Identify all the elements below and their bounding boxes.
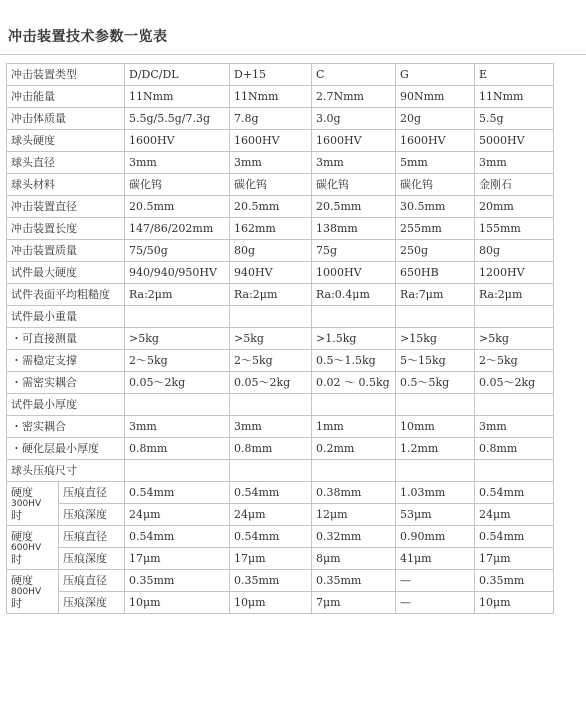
row-label: 冲击能量: [7, 86, 125, 108]
value-cell: 24μm: [475, 504, 554, 526]
value-cell: 1200HV: [475, 262, 554, 284]
value-cell: 3mm: [475, 416, 554, 438]
empty-cell: [475, 306, 554, 328]
value-cell: 0.35mm: [230, 570, 312, 592]
sub-label: 压痕直径: [59, 570, 125, 592]
hardness-label: [7, 482, 59, 526]
sub-label: 压痕直径: [59, 482, 125, 504]
value-cell: 1600HV: [396, 130, 475, 152]
value-cell: 碳化钨: [125, 174, 230, 196]
value-cell: 155mm: [475, 218, 554, 240]
empty-cell: [396, 394, 475, 416]
empty-cell: [312, 394, 396, 416]
section-header-row: [7, 394, 554, 416]
table-row: [7, 86, 554, 108]
value-cell: 0.05～2kg: [230, 372, 312, 394]
value-cell: >5kg: [125, 328, 230, 350]
value-cell: 0.54mm: [125, 482, 230, 504]
table-row: [7, 218, 554, 240]
value-cell: Ra:2μm: [475, 284, 554, 306]
table-row: [7, 240, 554, 262]
table-row: [7, 504, 554, 526]
empty-cell: [475, 394, 554, 416]
empty-cell: [312, 306, 396, 328]
table-row: [7, 130, 554, 152]
sub-label: 压痕深度: [59, 504, 125, 526]
table-row: [7, 592, 554, 614]
table-row: [7, 526, 554, 548]
value-cell: 金刚石: [475, 174, 554, 196]
value-cell: 17μm: [125, 548, 230, 570]
table-row: [7, 570, 554, 592]
table-row: [7, 262, 554, 284]
table-row: [7, 350, 554, 372]
value-cell: 75/50g: [125, 240, 230, 262]
value-cell: >1.5kg: [312, 328, 396, 350]
row-label: 球头硬度: [7, 130, 125, 152]
value-cell: 53μm: [396, 504, 475, 526]
empty-cell: [396, 306, 475, 328]
value-cell: 0.2mm: [312, 438, 396, 460]
value-cell: 3mm: [230, 152, 312, 174]
value-cell: —: [396, 570, 475, 592]
hardness-label: [7, 570, 59, 614]
column-header: D+15: [230, 64, 312, 86]
value-cell: Ra:2μm: [230, 284, 312, 306]
value-cell: 0.5～1.5kg: [312, 350, 396, 372]
hardness-suffix: 时: [11, 596, 22, 610]
table-row: [7, 416, 554, 438]
value-cell: 80g: [230, 240, 312, 262]
value-cell: 1.2mm: [396, 438, 475, 460]
value-cell: 2～5kg: [230, 350, 312, 372]
table-row: [7, 328, 554, 350]
column-header: E: [475, 64, 554, 86]
value-cell: 162mm: [230, 218, 312, 240]
value-cell: 5～15kg: [396, 350, 475, 372]
value-cell: 250g: [396, 240, 475, 262]
value-cell: 24μm: [125, 504, 230, 526]
value-cell: 10μm: [230, 592, 312, 614]
value-cell: 11Nmm: [230, 86, 312, 108]
hardness-value: 600HV: [11, 542, 42, 553]
value-cell: —: [396, 592, 475, 614]
section-header-row: [7, 306, 554, 328]
value-cell: 0.02 ～ 0.5kg: [312, 372, 396, 394]
sub-label: 压痕深度: [59, 548, 125, 570]
value-cell: 1600HV: [312, 130, 396, 152]
value-cell: 11Nmm: [125, 86, 230, 108]
table-row: [7, 482, 554, 504]
value-cell: 20g: [396, 108, 475, 130]
value-cell: 5000HV: [475, 130, 554, 152]
empty-cell: [396, 460, 475, 482]
value-cell: 20.5mm: [312, 196, 396, 218]
table-row: [7, 196, 554, 218]
value-cell: 0.35mm: [475, 570, 554, 592]
hardness-value: 800HV: [11, 586, 42, 597]
row-label: 试件最大硬度: [7, 262, 125, 284]
value-cell: Ra:0.4μm: [312, 284, 396, 306]
value-cell: 0.8mm: [475, 438, 554, 460]
value-cell: 2～5kg: [125, 350, 230, 372]
value-cell: 1.03mm: [396, 482, 475, 504]
value-cell: 0.54mm: [475, 526, 554, 548]
value-cell: 1000HV: [312, 262, 396, 284]
value-cell: 940/940/950HV: [125, 262, 230, 284]
value-cell: 20mm: [475, 196, 554, 218]
hardness-prefix: 硬度: [11, 529, 33, 543]
value-cell: 0.05～2kg: [475, 372, 554, 394]
title-divider: [0, 54, 586, 55]
value-cell: 0.90mm: [396, 526, 475, 548]
empty-cell: [230, 394, 312, 416]
row-label: 球头材料: [7, 174, 125, 196]
spec-table: [6, 63, 554, 614]
value-cell: 0.35mm: [125, 570, 230, 592]
value-cell: 8μm: [312, 548, 396, 570]
value-cell: 30.5mm: [396, 196, 475, 218]
header-label: 冲击装置类型: [7, 64, 125, 86]
row-label: ・硬化层最小厚度: [7, 438, 125, 460]
table-row: [7, 438, 554, 460]
value-cell: 41μm: [396, 548, 475, 570]
hardness-prefix: 硬度: [11, 485, 33, 499]
value-cell: 20.5mm: [230, 196, 312, 218]
value-cell: 1600HV: [125, 130, 230, 152]
value-cell: 255mm: [396, 218, 475, 240]
value-cell: Ra:7μm: [396, 284, 475, 306]
value-cell: 3mm: [312, 152, 396, 174]
row-label: 冲击装置直径: [7, 196, 125, 218]
table-row: [7, 108, 554, 130]
value-cell: 0.35mm: [312, 570, 396, 592]
value-cell: 7.8g: [230, 108, 312, 130]
section-label: 试件最小厚度: [7, 394, 125, 416]
value-cell: 80g: [475, 240, 554, 262]
empty-cell: [475, 460, 554, 482]
hardness-label: [7, 526, 59, 570]
row-label: ・可直接测量: [7, 328, 125, 350]
value-cell: 0.54mm: [475, 482, 554, 504]
value-cell: 1mm: [312, 416, 396, 438]
empty-cell: [125, 394, 230, 416]
value-cell: 17μm: [230, 548, 312, 570]
table-row: [7, 174, 554, 196]
value-cell: 3.0g: [312, 108, 396, 130]
sub-label: 压痕深度: [59, 592, 125, 614]
value-cell: 1600HV: [230, 130, 312, 152]
empty-cell: [125, 460, 230, 482]
hardness-suffix: 时: [11, 552, 22, 566]
section-label: 球头压痕尺寸: [7, 460, 125, 482]
value-cell: 3mm: [125, 152, 230, 174]
header-row: [7, 64, 554, 86]
hardness-prefix: 硬度: [11, 573, 33, 587]
value-cell: 5.5g/5.5g/7.3g: [125, 108, 230, 130]
value-cell: 0.54mm: [125, 526, 230, 548]
table-row: [7, 372, 554, 394]
empty-cell: [312, 460, 396, 482]
value-cell: 0.38mm: [312, 482, 396, 504]
value-cell: >15kg: [396, 328, 475, 350]
row-label: ・需密实耦合: [7, 372, 125, 394]
value-cell: 5.5g: [475, 108, 554, 130]
empty-cell: [230, 306, 312, 328]
value-cell: 碳化钨: [312, 174, 396, 196]
value-cell: 0.8mm: [125, 438, 230, 460]
value-cell: 0.54mm: [230, 482, 312, 504]
value-cell: 0.32mm: [312, 526, 396, 548]
row-label: 冲击装置质量: [7, 240, 125, 262]
value-cell: 0.54mm: [230, 526, 312, 548]
empty-cell: [125, 306, 230, 328]
value-cell: 0.8mm: [230, 438, 312, 460]
value-cell: 650HB: [396, 262, 475, 284]
table-row: [7, 152, 554, 174]
value-cell: 10μm: [125, 592, 230, 614]
value-cell: 10μm: [475, 592, 554, 614]
value-cell: 138mm: [312, 218, 396, 240]
column-header: G: [396, 64, 475, 86]
value-cell: 3mm: [230, 416, 312, 438]
value-cell: 17μm: [475, 548, 554, 570]
page-title: 冲击装置技术参数一览表: [8, 29, 168, 45]
value-cell: 3mm: [475, 152, 554, 174]
row-label: 冲击装置长度: [7, 218, 125, 240]
value-cell: 碳化钨: [230, 174, 312, 196]
row-label: 球头直径: [7, 152, 125, 174]
table-row: [7, 548, 554, 570]
value-cell: Ra:2μm: [125, 284, 230, 306]
row-label: 试件表面平均粗糙度: [7, 284, 125, 306]
value-cell: 5mm: [396, 152, 475, 174]
empty-cell: [230, 460, 312, 482]
column-header: C: [312, 64, 396, 86]
value-cell: 10mm: [396, 416, 475, 438]
section-label: 试件最小重量: [7, 306, 125, 328]
value-cell: 12μm: [312, 504, 396, 526]
value-cell: 11Nmm: [475, 86, 554, 108]
value-cell: 90Nmm: [396, 86, 475, 108]
value-cell: >5kg: [230, 328, 312, 350]
row-label: 冲击体质量: [7, 108, 125, 130]
value-cell: 0.05～2kg: [125, 372, 230, 394]
value-cell: >5kg: [475, 328, 554, 350]
value-cell: 20.5mm: [125, 196, 230, 218]
section-header-row: [7, 460, 554, 482]
value-cell: 940HV: [230, 262, 312, 284]
column-header: D/DC/DL: [125, 64, 230, 86]
value-cell: 24μm: [230, 504, 312, 526]
row-label: ・密实耦合: [7, 416, 125, 438]
value-cell: 7μm: [312, 592, 396, 614]
value-cell: 75g: [312, 240, 396, 262]
value-cell: 2～5kg: [475, 350, 554, 372]
sub-label: 压痕直径: [59, 526, 125, 548]
table-row: [7, 284, 554, 306]
hardness-suffix: 时: [11, 508, 22, 522]
hardness-value: 300HV: [11, 498, 42, 509]
value-cell: 147/86/202mm: [125, 218, 230, 240]
value-cell: 2.7Nmm: [312, 86, 396, 108]
value-cell: 3mm: [125, 416, 230, 438]
row-label: ・需稳定支撑: [7, 350, 125, 372]
value-cell: 碳化钨: [396, 174, 475, 196]
value-cell: 0.5～5kg: [396, 372, 475, 394]
